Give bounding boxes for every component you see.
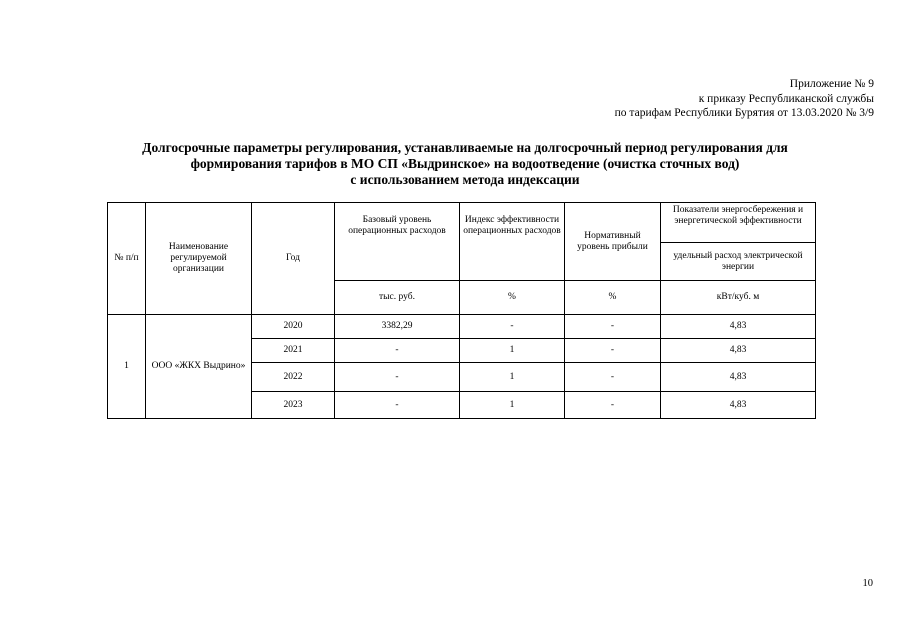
cell-year: 2020 bbox=[252, 315, 335, 339]
unit-energy: кВт/куб. м bbox=[661, 281, 816, 315]
cell-year: 2023 bbox=[252, 392, 335, 419]
table-row bbox=[108, 315, 816, 339]
cell-profit: - bbox=[565, 315, 661, 339]
title-line-2: формирования тарифов в МО СП «Выдринское» на водоотведение (очистка сточных вод) bbox=[190, 156, 740, 171]
parameters-table bbox=[107, 202, 816, 419]
header-energy-sub: удельный расход электрической энергии bbox=[661, 243, 816, 281]
title-line-3: с использованием метода индексации bbox=[350, 172, 580, 187]
cell-profit: - bbox=[565, 392, 661, 419]
appendix-line-1: Приложение № 9 bbox=[789, 78, 874, 90]
cell-profit: - bbox=[565, 339, 661, 363]
header-energy-group: Показатели энергосбережения и энергетической эффективности bbox=[661, 203, 816, 243]
title-line-1: Долгосрочные параметры регулирования, устанавливаемые на долгосрочный период регулирования для bbox=[142, 140, 788, 155]
org-name: ООО «ЖКХ Выдрино» bbox=[146, 315, 252, 419]
unit-index: % bbox=[460, 281, 565, 315]
cell-energy: 4,83 bbox=[661, 363, 816, 392]
unit-base: тыс. руб. bbox=[335, 281, 460, 315]
appendix-line-3: по тарифам Республики Бурятия от 13.03.2020 № 3/9 bbox=[614, 107, 874, 119]
header-year: Год bbox=[252, 203, 335, 315]
cell-profit: - bbox=[565, 363, 661, 392]
header-number: № п/п bbox=[108, 203, 146, 315]
cell-index: 1 bbox=[460, 339, 565, 363]
header-efficiency-index: Индекс эффективности операционных расходов bbox=[460, 203, 565, 281]
appendix-block bbox=[615, 77, 874, 121]
appendix-line-2: к приказу Республиканской службы bbox=[698, 92, 874, 105]
page-number: 10 bbox=[862, 578, 873, 589]
cell-base: - bbox=[335, 392, 460, 419]
cell-base: 3382,29 bbox=[335, 315, 460, 339]
cell-index: - bbox=[460, 315, 565, 339]
cell-index: 1 bbox=[460, 363, 565, 392]
header-profit-level: Нормативный уровень прибыли bbox=[565, 203, 661, 281]
cell-energy: 4,83 bbox=[661, 315, 816, 339]
document-title bbox=[100, 140, 830, 188]
cell-year: 2021 bbox=[252, 339, 335, 363]
header-base-level: Базовый уровень операционных расходов bbox=[335, 203, 460, 281]
cell-energy: 4,83 bbox=[661, 339, 816, 363]
cell-base: - bbox=[335, 363, 460, 392]
cell-index: 1 bbox=[460, 392, 565, 419]
cell-base: - bbox=[335, 339, 460, 363]
cell-energy: 4,83 bbox=[661, 392, 816, 419]
cell-year: 2022 bbox=[252, 363, 335, 392]
header-organization: Наименование регулируемой организации bbox=[146, 203, 252, 315]
unit-profit: % bbox=[565, 281, 661, 315]
org-number: 1 bbox=[108, 315, 146, 419]
